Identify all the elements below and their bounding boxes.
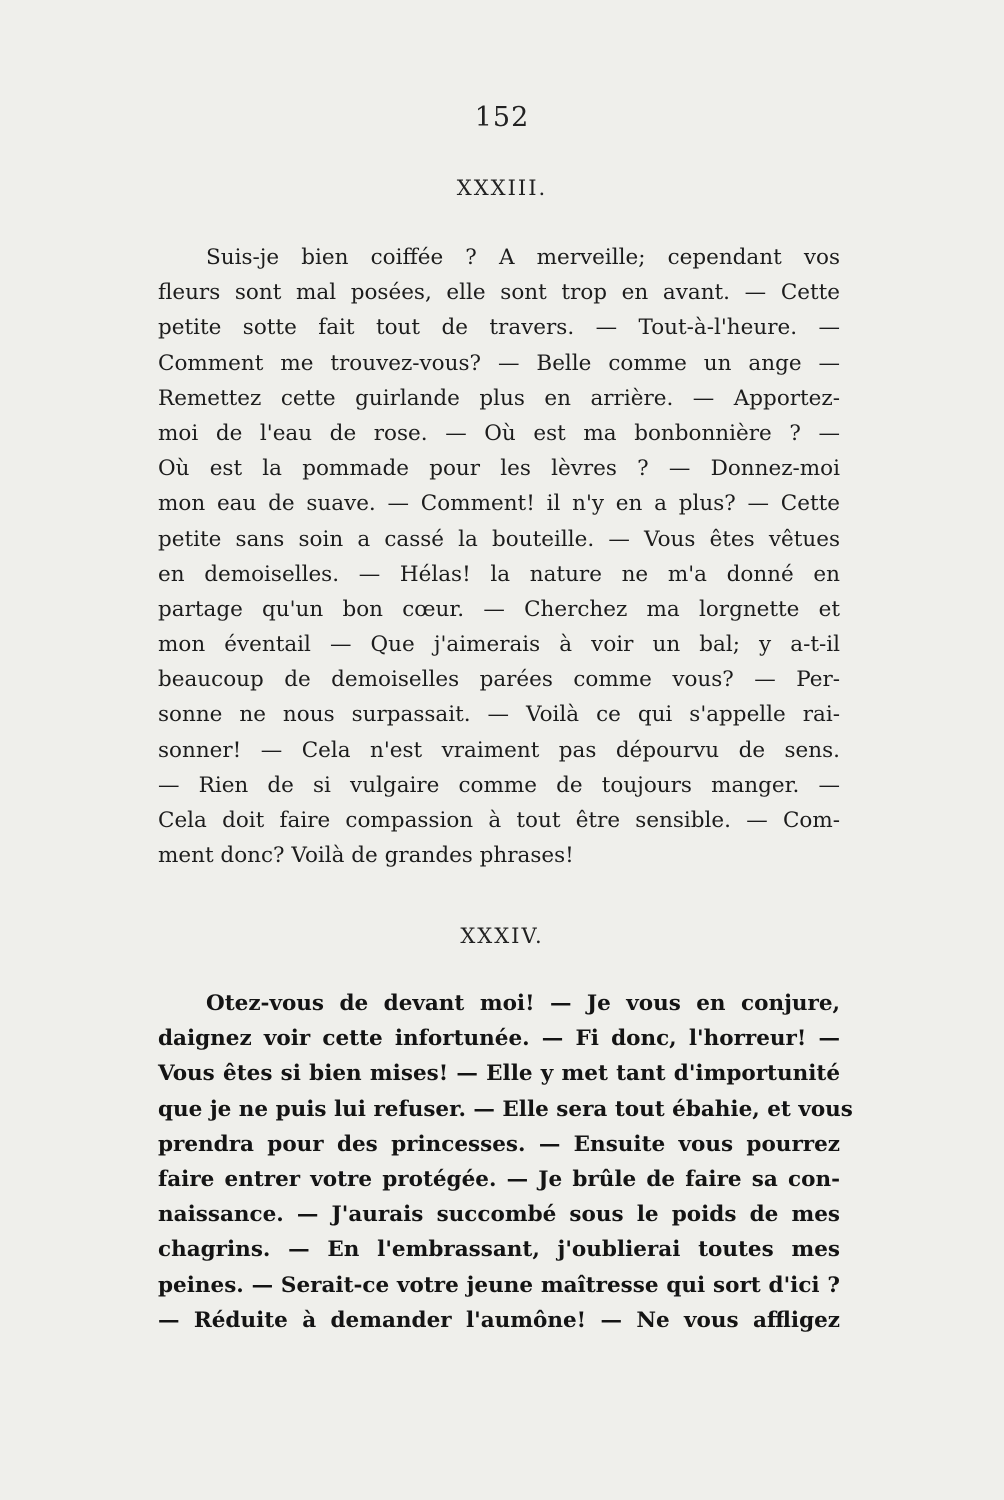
text-line: petite sotte fait tout de travers. — Tout-à-l'heure. — xyxy=(158,315,840,341)
text-line: peines. — Serait-ce votre jeune maîtresse qui sort d'ici ? xyxy=(158,1272,840,1298)
text-line: partage qu'un bon cœur. — Cherchez ma lorgnette et xyxy=(158,596,840,622)
text-line: naissance. — J'aurais succombé sous le poids de mes xyxy=(158,1202,840,1228)
text-line: mon éventail — Que j'aimerais à voir un bal; y a-t-il xyxy=(158,632,840,658)
text-line: Suis-je bien coiffée ? A merveille; cependant vos xyxy=(206,245,840,270)
text-line: ment donc? Voilà de grandes phrases! xyxy=(158,843,574,869)
text-line: — Réduite à demander l'aumône! — Ne vous affligez xyxy=(158,1307,840,1333)
section-text-xxxiii xyxy=(158,240,840,873)
section-heading-xxxiii: XXXIII. xyxy=(456,176,548,200)
text-line: mon eau de suave. — Comment! il n'y en a plus? — Cette xyxy=(158,491,840,517)
page-number: 152 xyxy=(474,102,530,133)
text-line: Où est la pommade pour les lèvres ? — Donnez-moi xyxy=(158,456,840,482)
text-line: prendra pour des princesses. — Ensuite vous pourrez xyxy=(158,1131,840,1157)
text-line: petite sans soin a cassé la bouteille. — Vous êtes vêtues xyxy=(158,526,840,552)
text-line: Remettez cette guirlande plus en arrière. — Apportez- xyxy=(158,385,840,411)
text-line: — Rien de si vulgaire comme de toujours manger. — xyxy=(158,772,840,798)
text-line: Cela doit faire compassion à tout être sensible. — Com- xyxy=(158,808,840,833)
text-line: moi de l'eau de rose. — Où est ma bonbonnière ? — xyxy=(158,420,840,446)
text-line: fleurs sont mal posées, elle sont trop en avant. — Cette xyxy=(158,280,840,306)
text-line: en demoiselles. — Hélas! la nature ne m'a donné en xyxy=(158,561,840,587)
section-heading-xxxiv: XXXIV. xyxy=(460,924,544,948)
text-line: faire entrer votre protégée. — Je brûle de faire sa con- xyxy=(158,1166,840,1192)
text-line: beaucoup de demoiselles parées comme vous? — Per- xyxy=(158,667,840,693)
text-line: chagrins. — En l'embrassant, j'oublierai toutes mes xyxy=(158,1237,840,1263)
text-line: Vous êtes si bien mises! — Elle y met tant d'importunité xyxy=(158,1061,840,1087)
text-line: sonner! — Cela n'est vraiment pas dépourvu de sens. xyxy=(158,737,840,763)
section-text-xxxiv xyxy=(158,986,853,1338)
text-line: sonne ne nous surpassait. — Voilà ce qui s'appelle rai- xyxy=(158,702,840,728)
text-line: Otez-vous de devant moi! — Je vous en conjure, xyxy=(206,991,840,1016)
text-line: Comment me trouvez-vous? — Belle comme un ange — xyxy=(158,350,840,376)
text-line: daignez voir cette infortunée. — Fi donc, l'horreur! — xyxy=(158,1026,840,1052)
text-line: que je ne puis lui refuser. — Elle sera tout ébahie, et vous xyxy=(158,1096,853,1122)
